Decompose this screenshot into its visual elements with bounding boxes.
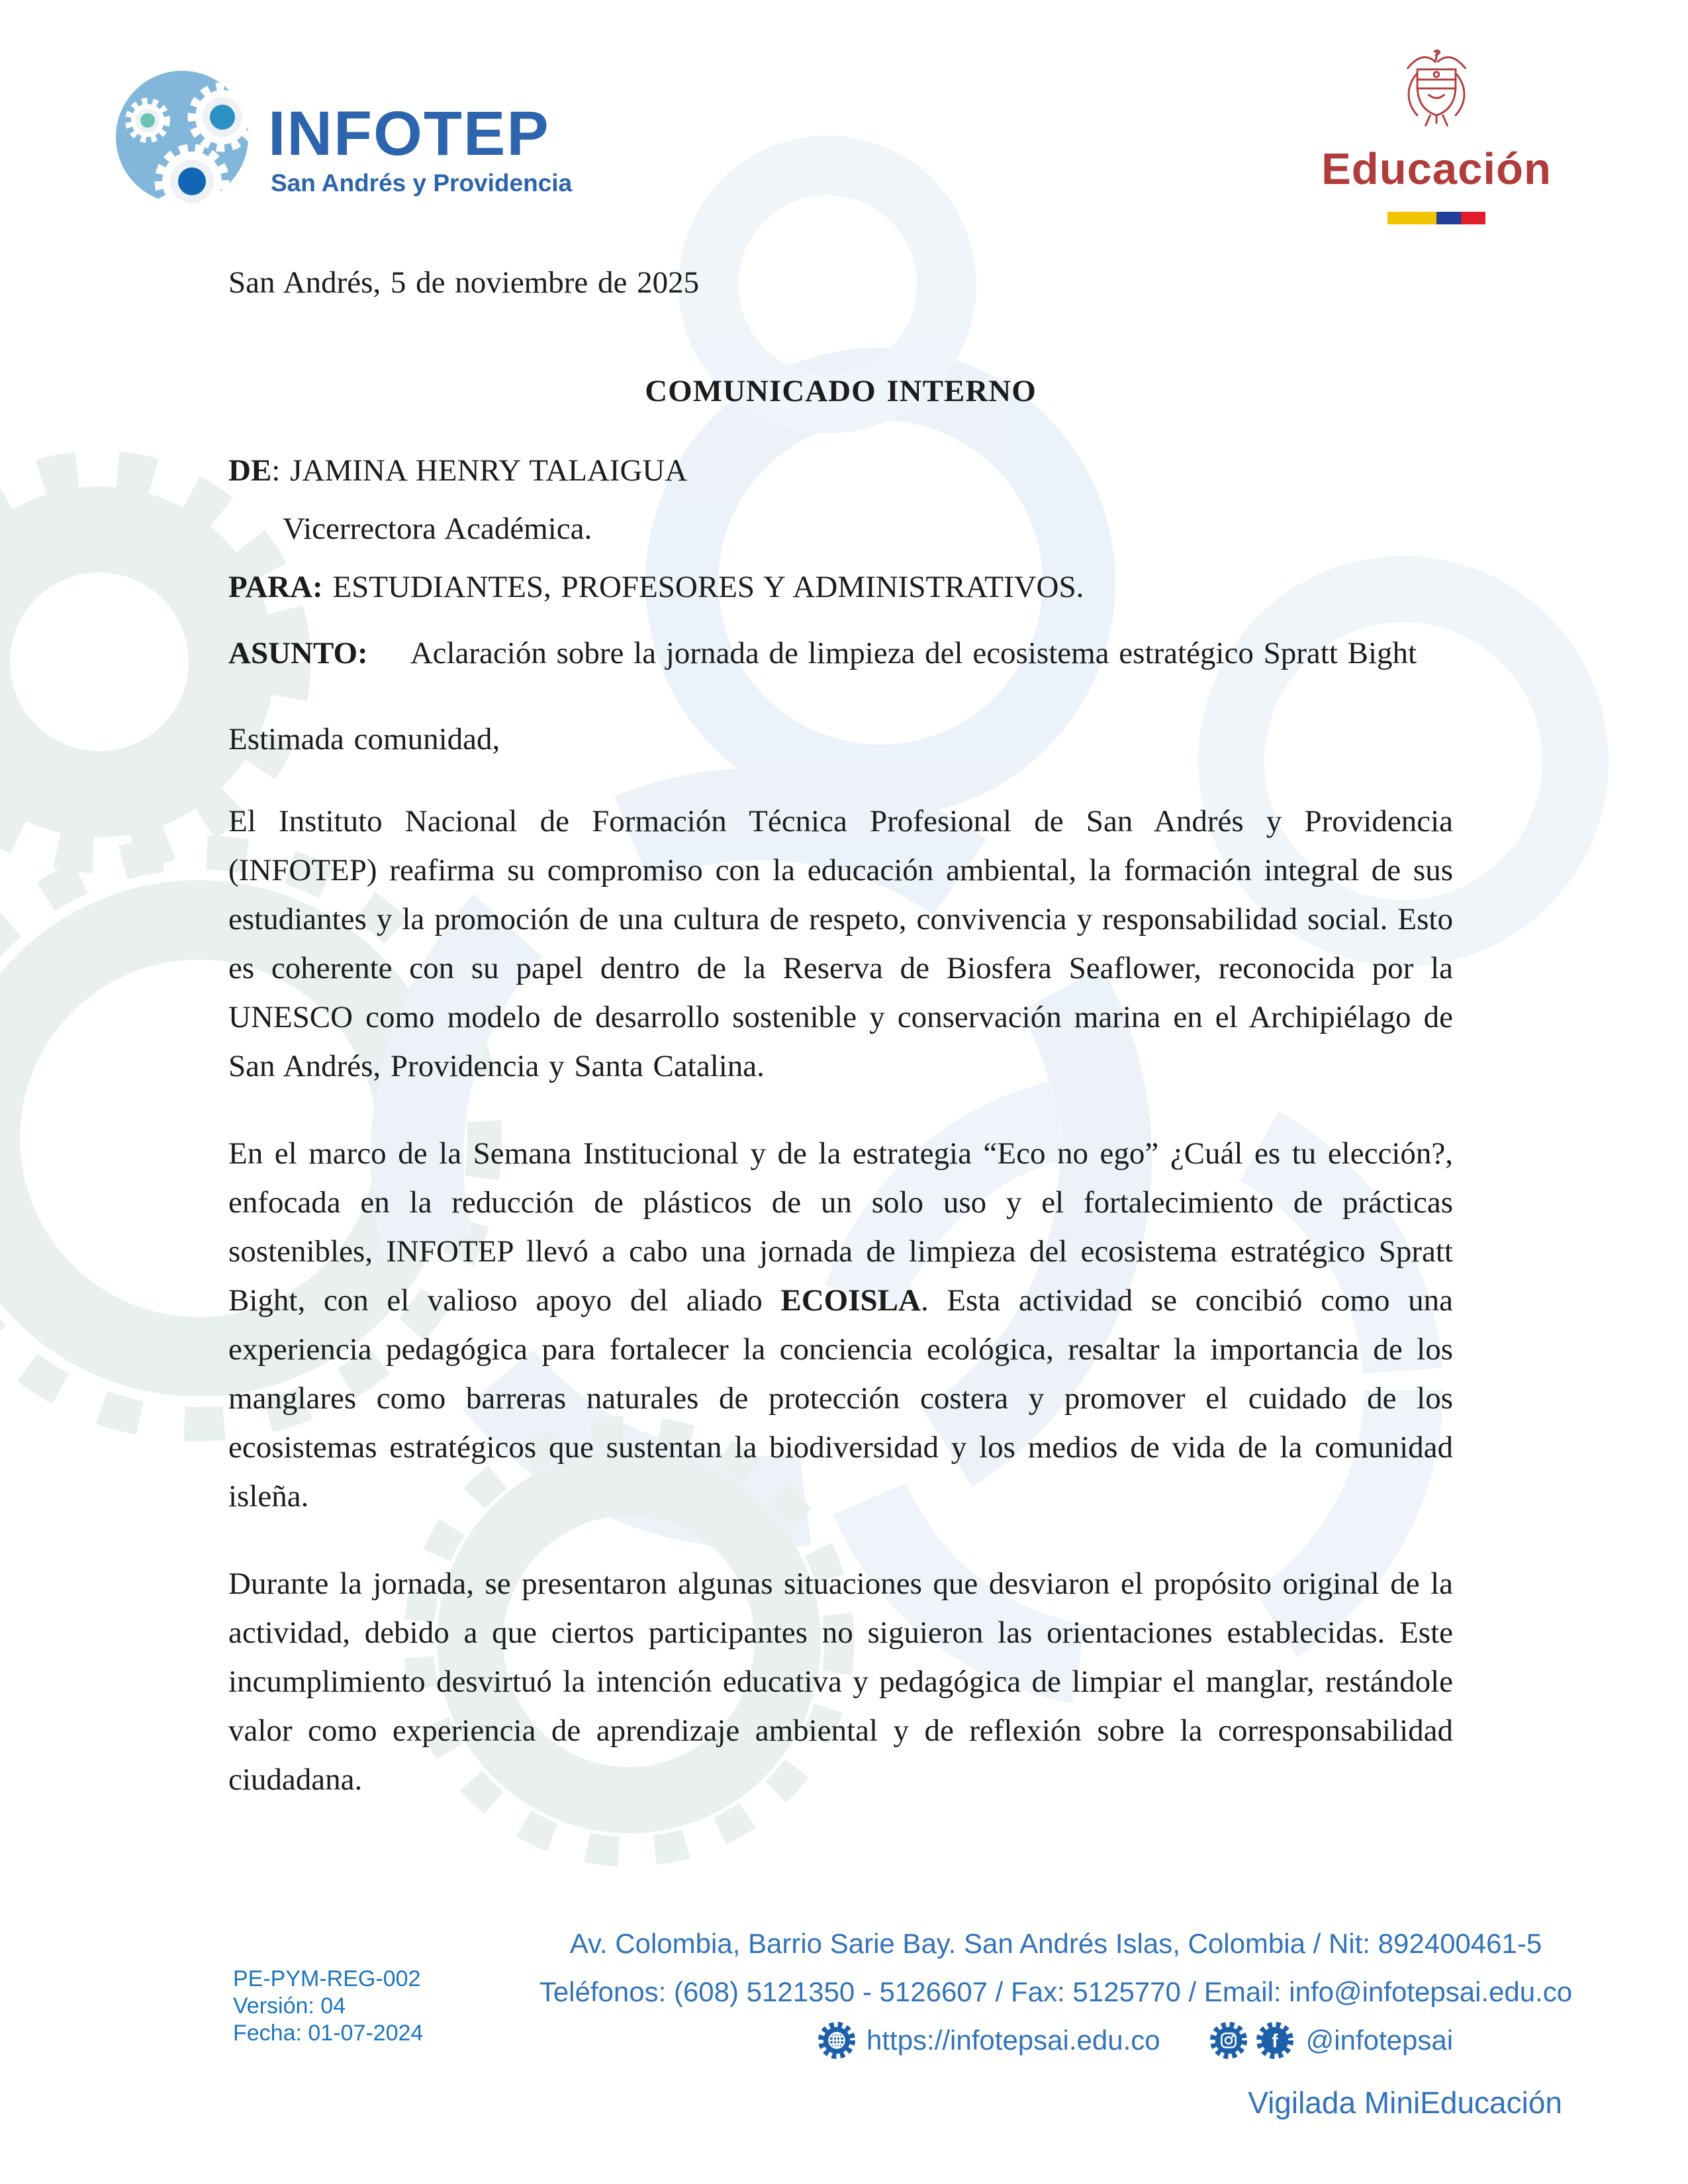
document-version: Versión: 04 xyxy=(233,1993,346,2019)
footer-social-row xyxy=(818,2021,1453,2060)
from-role-line: Vicerrectora Académica. xyxy=(283,512,592,546)
paragraph-2-text-after: . Esta actividad se concibió como una experiencia pedagógica para fortalecer la conciencia ecológica, resaltar la importancia de los manglares como barreras naturales de protección costera y promover el cuidado de los ecosistemas estratégicos que sustentan la biodiversidad y los medios de vida de la comunidad isleña. xyxy=(228,1283,1453,1514)
ecoisla-bold-text: ECOISLA xyxy=(780,1283,921,1318)
paragraph-3: Durante la jornada, se presentaron algunas situaciones que desviaron el propósito original de la actividad, debido a que ciertos participantes no siguieron las orientaciones establecidas. Este incumplimiento desvirtuó la intención educativa y pedagógica de limpiar el manglar, restándole valor como experiencia de aprendizaje ambiental y de reflexión sobre la corresponsabilidad ciudadana. xyxy=(228,1567,1453,1797)
from-value: : JAMINA HENRY TALAIGUA xyxy=(271,453,688,488)
subject-value: Aclaración sobre la jornada de limpieza del ecosistema estratégico Spratt Bight xyxy=(410,636,1417,670)
vigilada-minieducacion-label: Vigilada MiniEducación xyxy=(1248,2085,1562,2120)
instagram-icon[interactable] xyxy=(1209,2021,1248,2060)
greeting-line: Estimada comunidad, xyxy=(228,722,500,756)
facebook-f-glyph: f xyxy=(1271,2030,1278,2052)
paragraph-1: El Instituto Nacional de Formación Técnica Profesional de San Andrés y Providencia (INFOTEP) reafirma su compromiso con la educación ambiental, la formación integral de sus estudiantes y la promoción de una cultura de respeto, convivencia y responsabilidad social. Esto es coherente con su papel dentro de la Reserva de Biosfera Seaflower, reconocida por la UNESCO como modelo de desarrollo sostenible y conservación marina en el Archipiélago de San Andrés, Providencia y Santa Catalina. xyxy=(228,804,1453,1083)
document-control-block xyxy=(233,1966,423,2047)
infotep-wordmark: INFOTEP xyxy=(268,99,550,169)
footer-phones: Teléfonos: (608) 5121350 - 5126607 / Fax: 5125770 / Email: info@infotepsai.edu.co xyxy=(539,1976,1573,2007)
document-date: Fecha: 01-07-2024 xyxy=(233,2021,424,2046)
to-label: PARA: xyxy=(228,570,323,604)
website-globe-icon[interactable] xyxy=(818,2021,856,2060)
infotep-subtitle: San Andrés y Providencia xyxy=(271,169,573,197)
to-value: ESTUDIANTES, PROFESORES Y ADMINISTRATIVOS. xyxy=(322,570,1084,604)
facebook-icon[interactable] xyxy=(1256,2021,1294,2060)
document-code: PE-PYM-REG-002 xyxy=(233,1966,421,1991)
flag-red-stripe xyxy=(1461,212,1485,224)
subject-label: ASUNTO: xyxy=(228,636,368,670)
paragraph-2 xyxy=(228,1129,1453,1521)
footer-social-handle[interactable]: @infotepsai xyxy=(1305,2025,1454,2056)
letter-title: COMUNICADO INTERNO xyxy=(645,374,1037,408)
paragraph-2-text: En el marco de la Semana Institucional y de la estrategia “Eco no ego” ¿Cuál es tu elección?, enfocada en la reducción de plásticos de un solo uso y el fortalecimiento de prácticas sostenibles, INFOTEP llevó a cabo una jornada de limpieza del ecosistema estratégico Spratt Bight, con el valioso apoyo del aliado xyxy=(228,1136,1453,1318)
letter-body xyxy=(228,0,1453,1804)
from-label: DE xyxy=(228,453,272,488)
footer-website-link[interactable]: https://infotepsai.edu.co xyxy=(867,2025,1160,2056)
footer-contact-block xyxy=(463,1919,1648,2016)
letter-date: San Andrés, 5 de noviembre de 2025 xyxy=(228,265,700,300)
footer-address: Av. Colombia, Barrio Sarie Bay. San Andrés Islas, Colombia / Nit: 892400461-5 xyxy=(569,1928,1542,1959)
from-line xyxy=(228,446,1453,495)
educacion-wordmark: Educación xyxy=(1321,144,1552,194)
subject-line xyxy=(228,629,1453,678)
to-line xyxy=(228,563,1453,612)
